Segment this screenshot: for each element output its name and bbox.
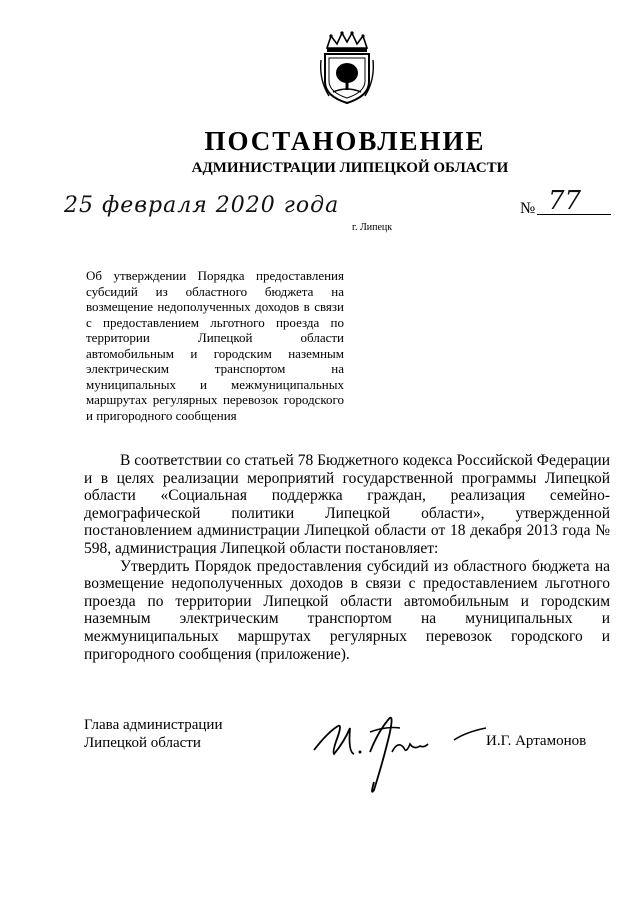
body-paragraph-preamble: В соответствии со статьей 78 Бюджетного кодекса Российской Федерации и в целях реализации мероприятий государственной программы Липецкой области «Социальная поддержка граждан, реализация семейно-демографической политики Липецкой области», утвержденной постановлением администрации Липецкой области от 18 декабря 2013 года № 598, администрация Липецкой области постановляет: — [84, 452, 610, 557]
signatory-position-line2: Липецкой области — [84, 735, 201, 751]
city-label: г. Липецк — [352, 222, 393, 233]
coat-of-arms-emblem — [317, 30, 377, 106]
handwritten-signature — [308, 702, 488, 798]
document-subject: Об утверждении Порядка предоставления субсидий из областного бюджета на возмещение недополученных доходов в связи с предоставлением льготного проезда по территории Липецкой области автомобильным и городским наземным электрическим транспортом на муниципальных и межмуниципальных маршрутах регулярных перевозок городского и пригородного сообщения — [86, 268, 344, 423]
number-label: № — [520, 200, 536, 217]
signature-dash — [452, 724, 488, 744]
document-subtitle: АДМИНИСТРАЦИИ ЛИПЕЦКОЙ ОБЛАСТИ — [191, 160, 509, 176]
document-title: ПОСТАНОВЛЕНИЕ — [204, 126, 486, 156]
handwritten-number: 77 — [548, 186, 582, 216]
signatory-name: И.Г. Артамонов — [486, 733, 587, 749]
body-paragraph-resolution: Утвердить Порядок предоставления субсидий из областного бюджета на возмещение недополученных доходов в связи с предоставлением льготного проезда по территории Липецкой области автомобильным и городским наземным электрическим транспортом на муниципальных и межмуниципальных маршрутах регулярных перевозок городского и пригородного сообщения (приложение). — [84, 557, 610, 663]
handwritten-date: 25 февраля 2020 года — [64, 193, 340, 218]
document-body — [84, 452, 610, 663]
signatory-position-line1: Глава администрации — [84, 717, 223, 733]
signatory-position — [84, 716, 222, 752]
